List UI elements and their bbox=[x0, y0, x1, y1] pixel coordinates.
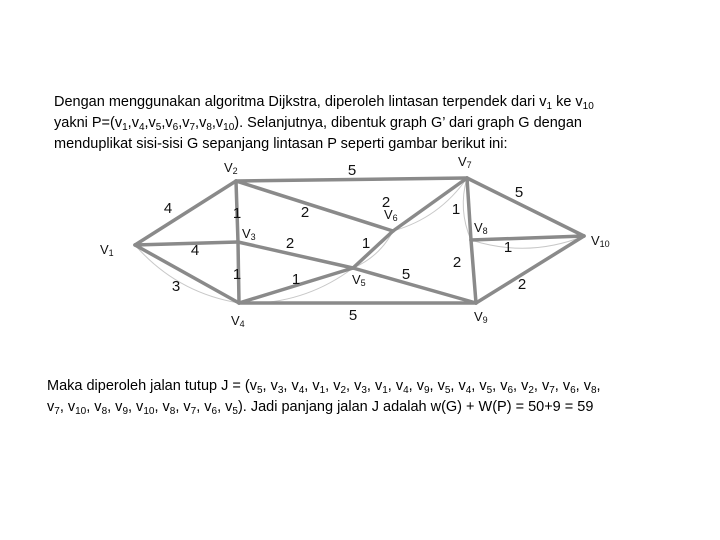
weight-label-v7-v10: 5 bbox=[514, 184, 524, 201]
weight-label-v1-v2: 4 bbox=[163, 200, 173, 217]
walk-separator: , v bbox=[554, 378, 571, 394]
path-vertex-sub: 1 bbox=[122, 122, 128, 133]
vertex-letter: V bbox=[100, 242, 109, 257]
edge-v8-v9 bbox=[471, 240, 476, 303]
walk-vertex-sub: 7 bbox=[54, 406, 60, 417]
walk-separator: , v bbox=[325, 378, 341, 394]
vertex-letter: V bbox=[231, 313, 240, 328]
walk-separator: , v bbox=[492, 378, 508, 394]
vertex-label-v1 bbox=[100, 242, 114, 258]
walk-vertex-sub: 5 bbox=[444, 385, 451, 396]
walk-separator: , v bbox=[175, 399, 191, 415]
conclusion-line-2 bbox=[47, 397, 707, 418]
intro-line-1-text: Dengan menggunakan algoritma Dijkstra, diperoleh lintasan terpendek dari v bbox=[54, 94, 547, 110]
vertex-subscript: 1 bbox=[108, 248, 114, 258]
vertex-subscript: 7 bbox=[466, 160, 472, 170]
walk-vertex-sub: 3 bbox=[361, 385, 367, 396]
walk-separator: , v bbox=[86, 399, 102, 415]
walk-vertex-sub: 8 bbox=[101, 406, 108, 417]
path-separator: ,v bbox=[127, 115, 139, 131]
vertex-label-v5 bbox=[352, 272, 366, 288]
intro-line-2-pre: yakni P=(v bbox=[54, 115, 123, 131]
walk-separator: , v bbox=[387, 378, 404, 394]
walk-separator: , v bbox=[575, 378, 591, 394]
walk-separator: , v bbox=[107, 399, 123, 415]
weight-label-v7-v8: 1 bbox=[451, 201, 461, 218]
walk-vertex-sub: 6 bbox=[570, 385, 576, 396]
walk-separator: , v bbox=[513, 378, 529, 394]
path-separator: ,v bbox=[178, 115, 190, 131]
vertex-letter: V bbox=[591, 233, 600, 248]
walk-vertex-sub: 2 bbox=[340, 385, 347, 396]
walk-vertex-sub: 7 bbox=[190, 406, 197, 417]
weight-label-v3-v4: 1 bbox=[232, 266, 242, 283]
path-separator: ,v bbox=[195, 115, 207, 131]
weight-label-v2-v6: 2 bbox=[300, 204, 310, 221]
walk-separator: , v bbox=[408, 378, 424, 394]
vertex-subscript: 4 bbox=[239, 319, 245, 329]
weight-label-v9-v10: 2 bbox=[517, 276, 527, 293]
intro-line-1-mid: ke v bbox=[552, 94, 583, 110]
intro-line-1-sub-start: 1 bbox=[546, 101, 553, 112]
walk-separator: , v bbox=[154, 399, 170, 415]
walk-separator: , bbox=[596, 378, 601, 394]
vertex-subscript: 10 bbox=[599, 239, 610, 249]
walk-separator: v bbox=[47, 399, 55, 415]
walk-vertex-sub: 5 bbox=[256, 385, 263, 396]
walk-separator: , v bbox=[450, 378, 466, 394]
walk-separator: , v bbox=[533, 378, 550, 394]
weight-label-v4-v5: 1 bbox=[291, 271, 301, 288]
conclusion-line-1-pre: Maka diperoleh jalan tutup J = (v bbox=[47, 378, 257, 394]
vertex-subscript: 6 bbox=[392, 213, 398, 223]
path-separator: ,v bbox=[211, 115, 224, 131]
walk-vertex-sub: 7 bbox=[549, 385, 555, 396]
edge-v3-v5 bbox=[238, 242, 353, 268]
walk-separator: , v bbox=[304, 378, 320, 394]
walk-separator: , v bbox=[346, 378, 362, 394]
vertex-label-v2 bbox=[224, 160, 238, 176]
walk-vertex-sub: 9 bbox=[122, 406, 128, 417]
walk-separator: , v bbox=[471, 378, 487, 394]
walk-vertex-sub: 10 bbox=[143, 406, 155, 417]
vertex-letter: V bbox=[384, 207, 393, 222]
vertex-subscript: 5 bbox=[360, 278, 366, 288]
conclusion-paragraph bbox=[47, 376, 707, 418]
walk-separator: , v bbox=[196, 399, 212, 415]
edge-v5-v6 bbox=[353, 231, 393, 268]
path-separator: ,v bbox=[161, 115, 173, 131]
walk-vertex-sub: 9 bbox=[423, 385, 430, 396]
vertex-label-v7 bbox=[458, 154, 472, 170]
walk-vertex-sub: 4 bbox=[465, 385, 472, 396]
vertex-letter: V bbox=[352, 272, 361, 287]
edge-v5-v9 bbox=[353, 268, 476, 303]
edge-v1-v4 bbox=[135, 245, 242, 303]
edge-v8-v10 bbox=[471, 236, 584, 240]
walk-separator: , v bbox=[262, 378, 278, 394]
path-vertex-sub: 10 bbox=[223, 122, 235, 133]
conclusion-line-1 bbox=[47, 376, 707, 397]
walk-separator: , v bbox=[429, 378, 445, 394]
weight-label-v8-v10: 1 bbox=[503, 239, 513, 256]
path-vertex-sub: 5 bbox=[155, 122, 162, 133]
vertex-subscript: 9 bbox=[482, 315, 488, 325]
weight-label-v5-v6: 1 bbox=[361, 235, 371, 252]
vertex-letter: V bbox=[224, 160, 233, 175]
walk-vertex-sub: 5 bbox=[486, 385, 493, 396]
conclusion-line-2-post: ). Jadi panjang jalan J adalah w(G) + W(P) = 50+9 = 59 bbox=[237, 399, 594, 415]
walk-vertex-sub: 5 bbox=[232, 406, 238, 417]
weight-label-v1-v3: 4 bbox=[190, 242, 200, 259]
vertex-subscript: 8 bbox=[482, 226, 488, 236]
walk-vertex-sub: 8 bbox=[169, 406, 176, 417]
walk-vertex-sub: 1 bbox=[319, 385, 326, 396]
vertex-letter: V bbox=[242, 226, 251, 241]
vertex-subscript: 2 bbox=[232, 166, 238, 176]
edge-v9-v10 bbox=[476, 236, 584, 303]
path-separator: ,v bbox=[144, 115, 156, 131]
walk-separator: , v bbox=[366, 378, 383, 394]
vertex-label-v10 bbox=[591, 233, 610, 249]
walk-separator: , v bbox=[217, 399, 233, 415]
weight-label-v4-v9: 5 bbox=[348, 307, 358, 324]
walk-vertex-sub: 2 bbox=[528, 385, 534, 396]
vertex-label-v8 bbox=[474, 220, 488, 236]
weight-label-v1-v4: 3 bbox=[171, 278, 181, 295]
walk-vertex-sub: 10 bbox=[75, 406, 87, 417]
walk-vertex-sub: 4 bbox=[298, 385, 305, 396]
walk-vertex-sub: 6 bbox=[211, 406, 218, 417]
intro-line-1-sub-end: 10 bbox=[582, 101, 594, 112]
vertex-label-v9 bbox=[474, 309, 488, 325]
vertex-subscript: 3 bbox=[250, 232, 256, 242]
walk-vertex-sub: 3 bbox=[277, 385, 284, 396]
walk-separator: , v bbox=[283, 378, 299, 394]
edge-v2-v6 bbox=[236, 181, 393, 231]
edge-v1-v2 bbox=[135, 181, 236, 245]
vertex-letter: V bbox=[474, 309, 483, 324]
vertex-label-v4 bbox=[231, 313, 245, 329]
weight-label-v3-v5: 2 bbox=[285, 235, 295, 252]
intro-line-3: menduplikat sisi-sisi G sepanjang lintasan P seperti gambar berikut ini: bbox=[54, 136, 508, 152]
weight-label-v6-v7: 2 bbox=[381, 194, 391, 211]
weight-label-v2-v7: 5 bbox=[347, 162, 357, 179]
walk-vertex-sub: 8 bbox=[590, 385, 597, 396]
intro-line-2-post: ). Selanjutnya, dibentuk graph G’ dari graph G dengan bbox=[234, 115, 582, 131]
weight-label-v5-v9: 5 bbox=[401, 266, 411, 283]
weight-label-v2-v3: 1 bbox=[232, 205, 242, 222]
vertex-letter: V bbox=[474, 220, 483, 235]
walk-separator: , v bbox=[59, 399, 76, 415]
vertex-letter: V bbox=[458, 154, 467, 169]
walk-vertex-sub: 4 bbox=[403, 385, 409, 396]
path-vertex-sub: 7 bbox=[189, 122, 196, 133]
path-vertex-sub: 8 bbox=[206, 122, 212, 133]
walk-vertex-sub: 6 bbox=[507, 385, 514, 396]
path-vertex-sub: 4 bbox=[138, 122, 145, 133]
walk-separator: , v bbox=[128, 399, 144, 415]
vertex-label-v6 bbox=[384, 207, 398, 223]
vertex-label-v3 bbox=[242, 226, 256, 242]
edge-v1-v3 bbox=[135, 242, 238, 245]
walk-vertex-sub: 1 bbox=[382, 385, 388, 396]
weight-label-v8-v9: 2 bbox=[452, 254, 462, 271]
path-vertex-sub: 6 bbox=[172, 122, 179, 133]
